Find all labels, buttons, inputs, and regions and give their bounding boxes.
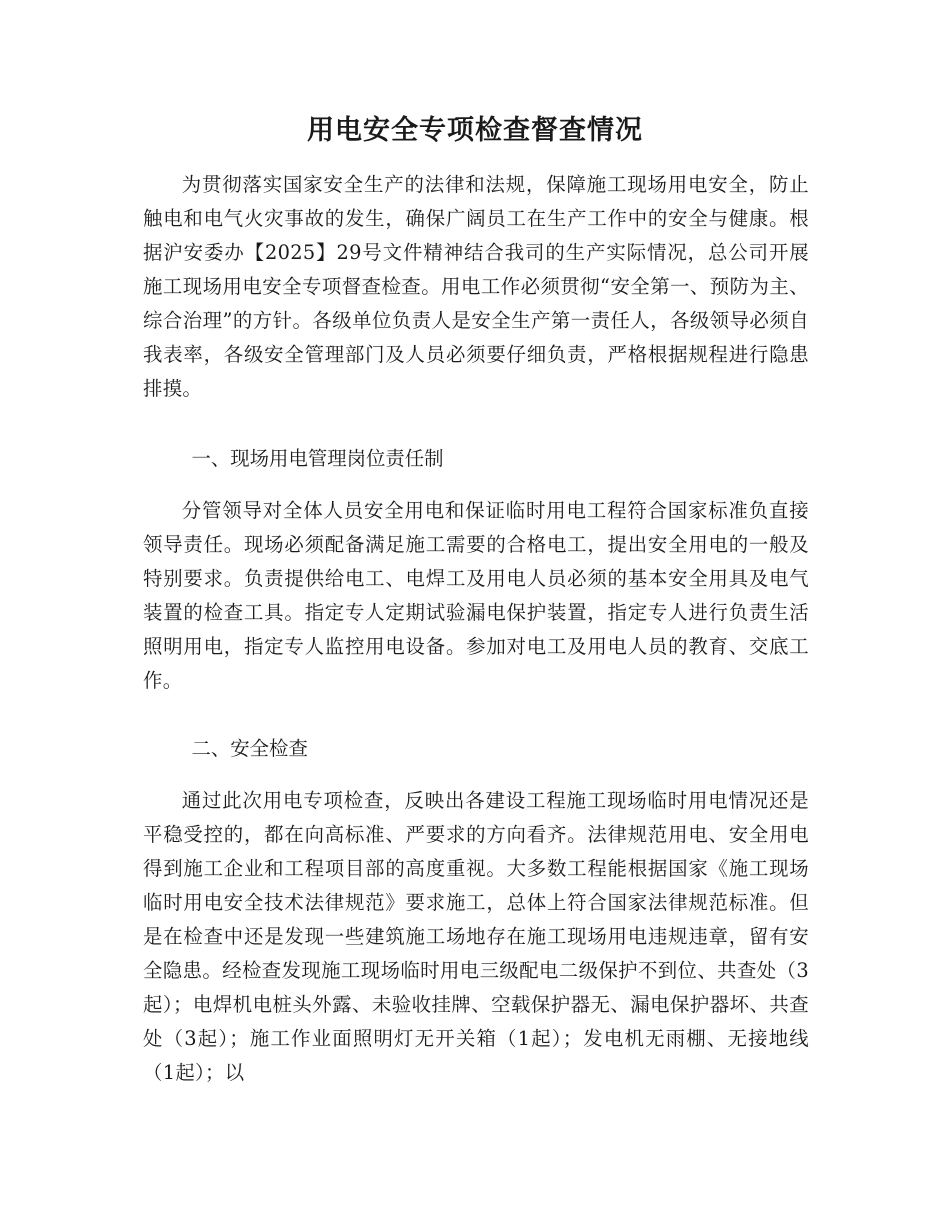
intro-paragraph: 为贯彻落实国家安全生产的法律和法规，保障施工现场用电安全，防止触电和电气火灾事故的发生，确保广阔员工在生产工作中的安全与健康。根据沪安委办【2025】29号文件精神结合我司的生产实际情况，总公司开展施工现场用电安全专项督查检查。用电工作必须贯彻“安全第一、预防为主、综合治理”的方针。各级单位负责人是安全生产第一责任人，各级领导必须自我表率，各级安全管理部门及人员必须要仔细负责，严格根据规程进行隐患排摸。: [143, 173, 809, 400]
section-heading-2: 二、安全检查: [191, 737, 308, 760]
document-title: 用电安全专项检查督查情况: [307, 115, 643, 146]
section-heading-1: 一、现场用电管理岗位责任制: [191, 447, 444, 470]
section-2-paragraph: 通过此次用电专项检查，反映出各建设工程施工现场临时用电情况还是平稳受控的，都在向高标准、严要求的方向看齐。法律规范用电、安全用电得到施工企业和工程项目部的高度重视。大多数工程能根据国家《施工现场临时用电安全技术法律规范》要求施工，总体上符合国家法律规范标准。但是在检查中还是发现一些建筑施工场地存在施工现场用电违规违章，留有安全隐患。经检查发现施工现场临时用电三级配电二级保护不到位、共查处（3起）；电焊机电桩头外露、未验收挂牌、空载保护器无、漏电保护器坏、共查处（3起）；施工作业面照明灯无开关箱（1起）；发电机无雨棚、无接地线（1起）；以: [143, 789, 809, 1084]
section-1-paragraph: 分管领导对全体人员安全用电和保证临时用电工程符合国家标准负直接领导责任。现场必须配备满足施工需要的合格电工，提出安全用电的一般及特别要求。负责提供给电工、电焊工及用电人员必须的基本安全用具及电气装置的检查工具。指定专人定期试验漏电保护装置，指定专人进行负责生活照明用电，指定专人监控用电设备。参加对电工及用电人员的教育、交底工作。: [143, 499, 809, 692]
